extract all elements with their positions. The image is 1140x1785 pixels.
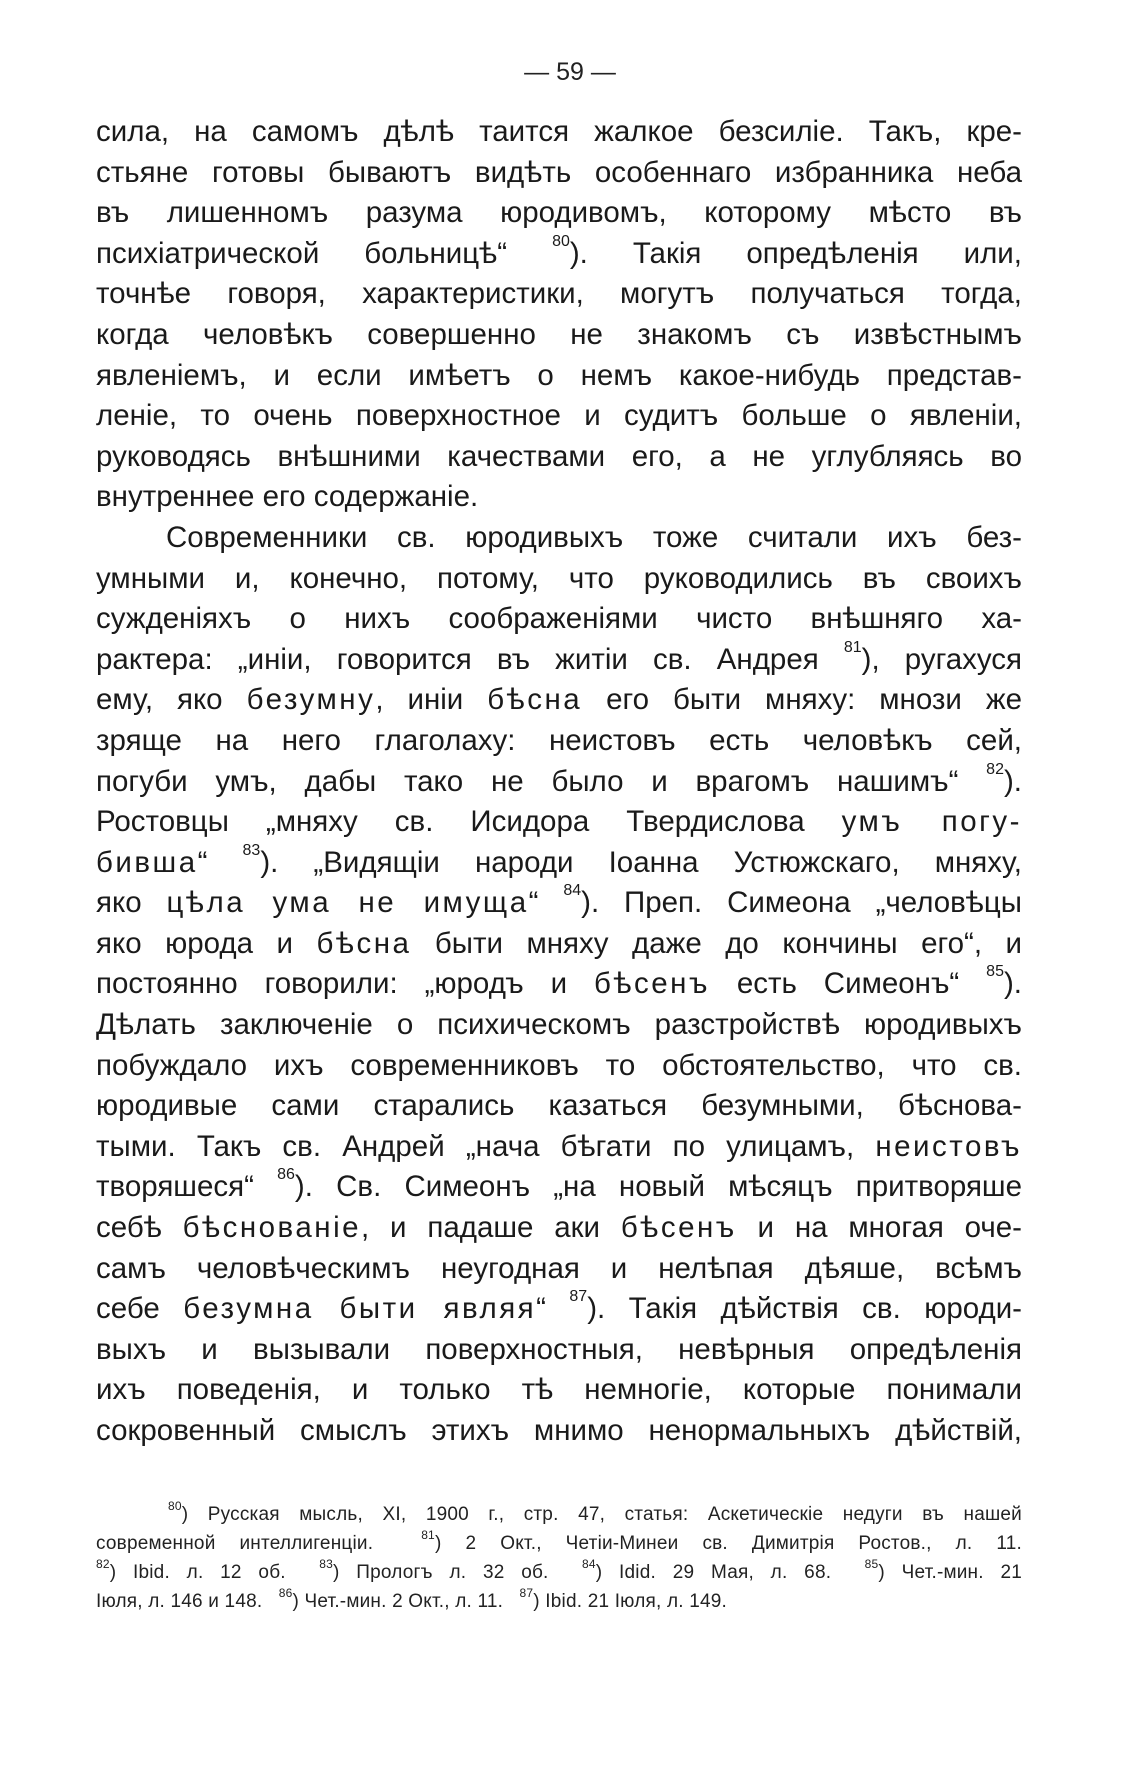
text-line: сужденіяхъ о нихъ соображеніями чисто внѣшняго ха- xyxy=(96,602,1022,636)
text-line: ихъ поведенія, и только тѣ немногіе, которые понимали xyxy=(96,1373,1022,1407)
text-line: выхъ и вызывали поверхностныя, невѣрныя опредѣленія xyxy=(96,1332,1022,1366)
text-line: когда человѣкъ совершенно не знакомъ съ извѣстнымъ xyxy=(96,317,1022,351)
footnote-ref: 84 xyxy=(563,882,582,900)
footnote-line: Іюля, л. 146 и 148. $^{86}$) Чет.-мин. 2 Окт., л. 11. $^{87}$) Ibid. 21 Іюля, л. 149. xyxy=(96,1586,727,1612)
text-line: зряще на него глаголаху: неистовъ есть человѣкъ сей, xyxy=(96,723,1022,757)
text-line: ему, яко безумну, иніи бѣсна его быти мняху: мнози же xyxy=(96,683,1023,717)
footnote-ref: 83 xyxy=(242,841,261,859)
text-line: побуждало ихъ современниковъ то обстоятельство, что св. xyxy=(96,1048,1022,1082)
text-line: Дѣлать заключеніе о психическомъ разстройствѣ юродивыхъ xyxy=(96,1008,1022,1042)
footnote-ref: 80 xyxy=(552,232,570,250)
footnote-ref: 81 xyxy=(843,638,862,656)
footnote-line: $^{82}$) Ibid. л. 12 об. $^{83}$) Прологъ л. 32 об. $^{84}$) Idid. 29 Мая, л. 68. $^{85}$) Чет.-мин. 21 xyxy=(96,1557,1023,1583)
text-line: сила, на самомъ дѣлѣ таится жалкое безсиліе. Такъ, кре- xyxy=(96,115,1022,148)
text-line: сокровенный смыслъ этихъ мнимо ненормальныхъ дѣйствій, xyxy=(96,1414,1022,1447)
text-line: Современники св. юродивыхъ тоже считали ихъ без- xyxy=(166,520,1022,554)
text-line: руководясь внѣшними качествами его, а не углубляясь во xyxy=(96,439,1022,473)
footnote-ref: 85 xyxy=(986,963,1004,981)
text-line: психіатрической больницѣ“ $^{80}$). Такія опредѣленія или, xyxy=(96,232,1022,270)
text-line: себе безумна быти являя“ $^{87}$). Такія дѣйствія св. юроди- xyxy=(96,1288,1023,1326)
text-line: яко юрода и бѣсна быти мняху даже до кончины его“, и xyxy=(96,926,1022,960)
footnote-ref: 87 xyxy=(569,1288,588,1306)
footnotes xyxy=(96,1500,1022,1616)
text-line: стьяне готовы бываютъ видѣть особеннаго избранника неба xyxy=(96,155,1022,189)
footnote-line: современной интеллигенціи. $^{81}$) 2 Окт., Четіи-Минеи св. Димитрія Ростов., л. 11. xyxy=(96,1528,1022,1554)
text-line: бивша“ $^{83}$). „Видящіи народи Іоанна Устюжскаго, мняху, xyxy=(96,841,1022,879)
text-line: точнѣе говоря, характеристики, могутъ получаться тогда, xyxy=(96,277,1022,311)
text-line: умными и, конечно, потому, что руководились въ своихъ xyxy=(96,561,1022,595)
text-line: рактера: „иніи, говорится въ житіи св. Андрея $^{81}$), ругахуся xyxy=(96,638,1022,676)
footnote-line: $^{80}$) Русская мысль, XI, 1900 г., стр. 47, статья: Аскетическіе недуги въ нашей xyxy=(168,1499,1022,1525)
text-line: леніе, то очень поверхностное и судитъ больше о явленіи, xyxy=(96,399,1022,433)
footnote-ref: 82 xyxy=(986,760,1004,778)
text-line: въ лишенномъ разума юродивомъ, которому мѣсто въ xyxy=(96,196,1022,230)
text-line: постоянно говорили: „юродъ и бѣсенъ есть Симеонъ“ $^{85}$). xyxy=(96,963,1022,1001)
footnote-ref: 86 xyxy=(277,1166,295,1184)
text-line: самъ человѣческимъ неугодная и нелѣпая дѣяше, всѣмъ xyxy=(96,1251,1022,1285)
text-line: погуби умъ, дабы тако не было и врагомъ нашимъ“ $^{82}$). xyxy=(96,760,1022,798)
text-line: творяшеся“ $^{86}$). Св. Симеонъ „на новый мѣсяцъ притворяше xyxy=(96,1166,1022,1204)
text-line: внутреннее его содержаніе. xyxy=(96,480,479,514)
text-line: Ростовцы „мняху св. Исидора Твердислова умъ погу- xyxy=(96,805,1022,839)
text-line: юродивые сами старались казаться безумными, бѣснова- xyxy=(96,1089,1022,1123)
text-line: себѣ бѣснованіе, и падаше аки бѣсенъ и на многая оче- xyxy=(96,1211,1022,1245)
page-number: — 59 — xyxy=(524,58,616,86)
text-line: тыми. Такъ св. Андрей „нача бѣгати по улицамъ, неистовъ xyxy=(96,1129,1022,1163)
text-line: яко цѣла ума не имуща“ $^{84}$). Преп. Симеона „человѣцы xyxy=(96,882,1022,920)
text-line: явленіемъ, и если имѣетъ о немъ какое-нибудь представ- xyxy=(96,358,1022,392)
main-text xyxy=(96,112,1022,1452)
